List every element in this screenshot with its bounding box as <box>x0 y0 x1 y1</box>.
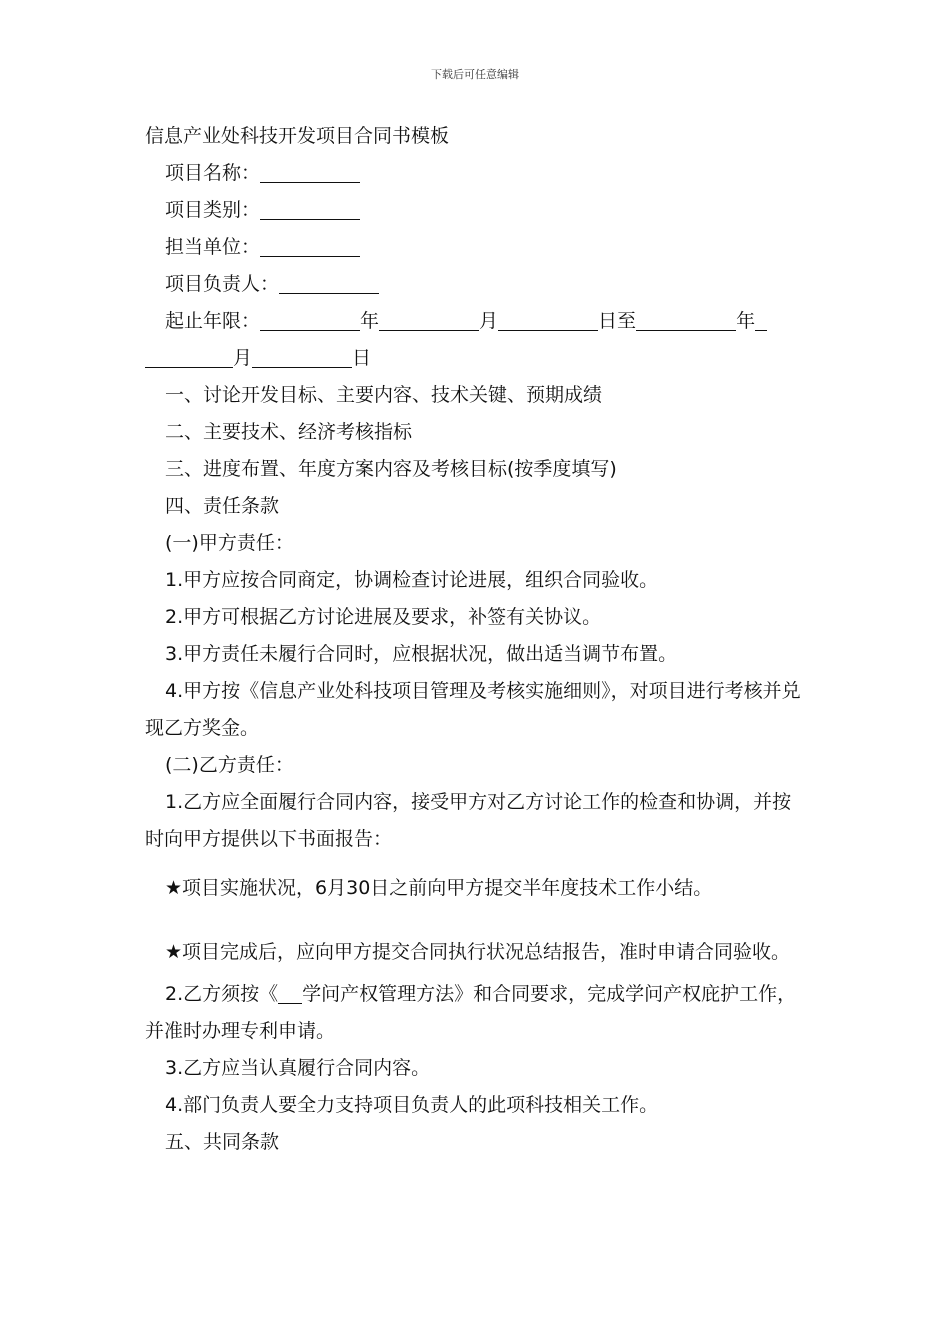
fill-blank[interactable] <box>260 160 360 183</box>
party-a-item-1: 1.甲方应按合同商定，协调检查讨论进展，组织合同验收。 <box>165 569 659 591</box>
fill-blank[interactable] <box>278 981 302 1004</box>
party-b-heading: (二)乙方责任： <box>165 754 294 776</box>
field-leader <box>145 266 810 303</box>
fill-blank[interactable] <box>279 271 379 294</box>
section-5: 五、共同条款 <box>165 1131 280 1153</box>
section-1: 一、讨论开发目标、主要内容、技术关键、预期成绩 <box>165 384 603 406</box>
party-b-item-2 <box>145 976 810 1050</box>
party-a-item-3: 3.甲方责任未履行合同时，应根据状况，做出适当调节布置。 <box>165 643 678 665</box>
fill-blank[interactable] <box>636 308 736 331</box>
field-label: 项目名称： <box>165 162 261 184</box>
party-b-item-4: 4.部门负责人要全力支持项目负责人的此项科技相关工作。 <box>165 1094 659 1116</box>
party-b-report-1: ★项目实施状况，6月30日之前向甲方提交半年度技术工作小结。 <box>165 877 713 899</box>
item-text-prefix: 2.乙方须按《 <box>165 983 279 1005</box>
section-4: 四、责任条款 <box>165 495 280 517</box>
fill-blank[interactable] <box>145 345 233 368</box>
field-period-continued <box>145 340 810 377</box>
fill-blank[interactable] <box>498 308 598 331</box>
day-label: 日 <box>352 347 372 369</box>
fill-blank[interactable] <box>260 308 360 331</box>
document-title: 信息产业处科技开发项目合同书模板 <box>145 125 450 147</box>
party-b-item-3: 3.乙方应当认真履行合同内容。 <box>165 1057 431 1079</box>
day-to-label: 日至 <box>598 310 637 332</box>
field-label: 项目负责人： <box>165 273 280 295</box>
section-3: 三、进度布置、年度方案内容及考核目标(按季度填写) <box>165 458 617 480</box>
fill-blank[interactable] <box>252 345 352 368</box>
field-label: 起止年限： <box>165 310 261 332</box>
field-period <box>145 303 810 340</box>
field-label: 项目类别： <box>165 199 261 221</box>
page-header-note: 下载后可任意编辑 <box>431 68 519 81</box>
fill-blank[interactable] <box>260 234 360 257</box>
field-unit <box>145 229 810 266</box>
party-a-item-2: 2.甲方可根据乙方讨论进展及要求，补签有关协议。 <box>165 606 602 628</box>
fill-blank[interactable] <box>260 197 360 220</box>
field-label: 担当单位： <box>165 236 261 258</box>
fill-blank[interactable] <box>379 308 479 331</box>
month-label: 月 <box>233 347 253 369</box>
fill-blank[interactable] <box>755 308 767 331</box>
field-project-type <box>145 192 810 229</box>
field-project-name <box>145 155 810 192</box>
item-text-suffix: 学问产权管理方法》和合同要求，完成学问产权庇护工作，并准时办理专利申请。 <box>145 983 797 1042</box>
contract-document <box>145 118 810 1161</box>
party-a-item-4: 4.甲方按《信息产业处科技项目管理及考核实施细则》，对项目进行考核并兑现乙方奖金。 <box>145 680 801 739</box>
year-label: 年 <box>360 310 380 332</box>
party-a-heading: (一)甲方责任： <box>165 532 294 554</box>
year-label: 年 <box>736 310 756 332</box>
section-2: 二、主要技术、经济考核指标 <box>165 421 413 443</box>
month-label: 月 <box>479 310 499 332</box>
party-b-report-2: ★项目完成后，应向甲方提交合同执行状况总结报告，准时申请合同验收。 <box>165 941 791 963</box>
party-b-item-1: 1.乙方应全面履行合同内容，接受甲方对乙方讨论工作的检查和协调，并按时向甲方提供以下书面报告： <box>145 791 792 850</box>
